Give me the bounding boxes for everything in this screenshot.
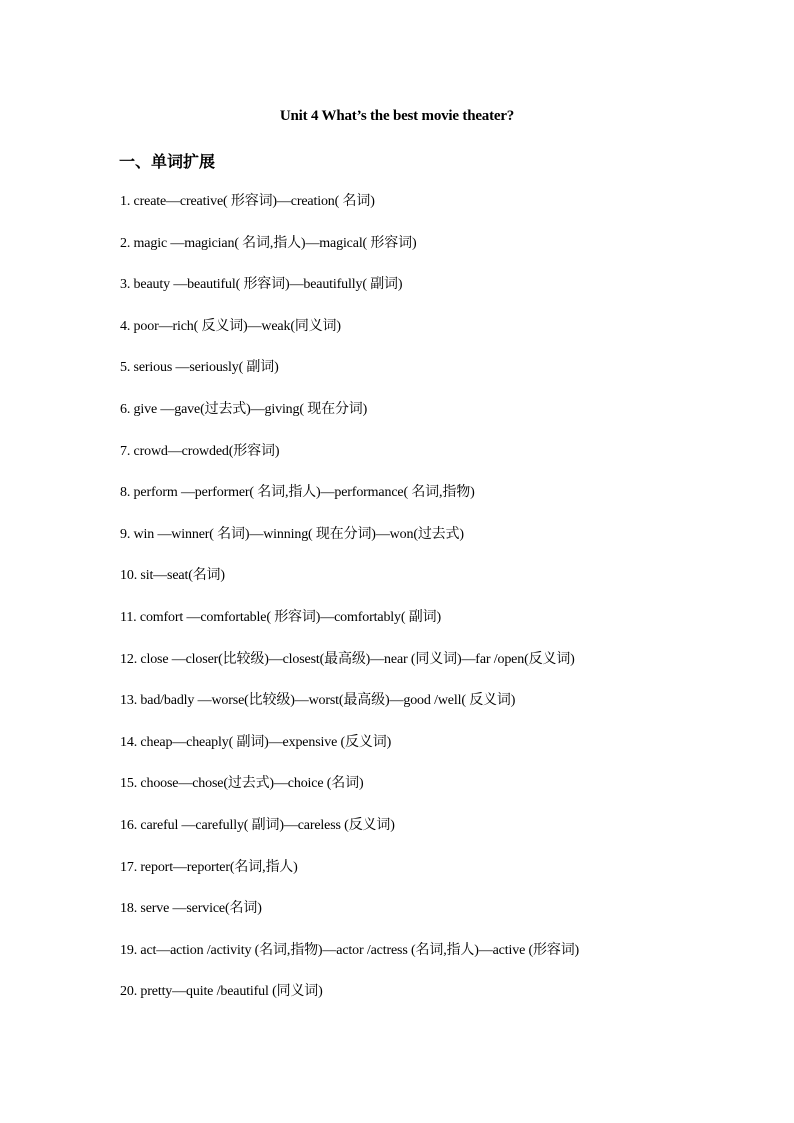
list-item: 4. poor—rich( 反义词)—weak(同义词) — [120, 318, 341, 334]
list-item: 15. choose—chose(过去式)—choice (名词) — [120, 776, 364, 792]
list-item: 10. sit—seat(名词) — [120, 568, 225, 584]
list-item: 20. pretty—quite /beautiful (同义词) — [120, 984, 323, 1000]
list-item: 5. serious —seriously( 副词) — [120, 360, 279, 376]
word-expansion-list — [120, 191, 740, 1023]
page-title: Unit 4 What’s the best movie theater? — [279, 108, 515, 124]
list-item: 3. beauty —beautiful( 形容词)—beautifully( 副词) — [120, 277, 403, 293]
list-item: 13. bad/badly —worse(比较级)—worst(最高级)—good /well( 反义词) — [120, 693, 516, 709]
list-item: 2. magic —magician( 名词,指人)—magical( 形容词) — [120, 235, 417, 251]
list-item: 18. serve —service(名词) — [120, 901, 262, 917]
list-item: 16. careful —carefully( 副词)—careless (反义词) — [120, 817, 395, 833]
list-item: 7. crowd—crowded(形容词) — [120, 443, 280, 459]
list-item: 19. act—action /activity (名词,指物)—actor /actress (名词,指人)—active (形容词) — [120, 942, 580, 958]
list-item: 11. comfort —comfortable( 形容词)—comfortably( 副词) — [120, 609, 441, 625]
list-item: 6. give —gave(过去式)—giving( 现在分词) — [120, 401, 368, 417]
list-item: 1. create—creative( 形容词)—creation( 名词) — [120, 194, 375, 209]
list-item: 8. perform —performer( 名词,指人)—performance( 名词,指物) — [120, 485, 475, 501]
section-heading: 一、单词扩展 — [119, 152, 216, 171]
list-item: 9. win —winner( 名词)—winning( 现在分词)—won(过去式) — [120, 526, 464, 542]
list-item: 17. report—reporter(名词,指人) — [120, 859, 298, 875]
list-item: 14. cheap—cheaply( 副词)—expensive (反义词) — [120, 734, 392, 750]
list-item: 12. close —closer(比较级)—closest(最高级)—near (同义词)—far /open(反义词) — [120, 651, 575, 667]
